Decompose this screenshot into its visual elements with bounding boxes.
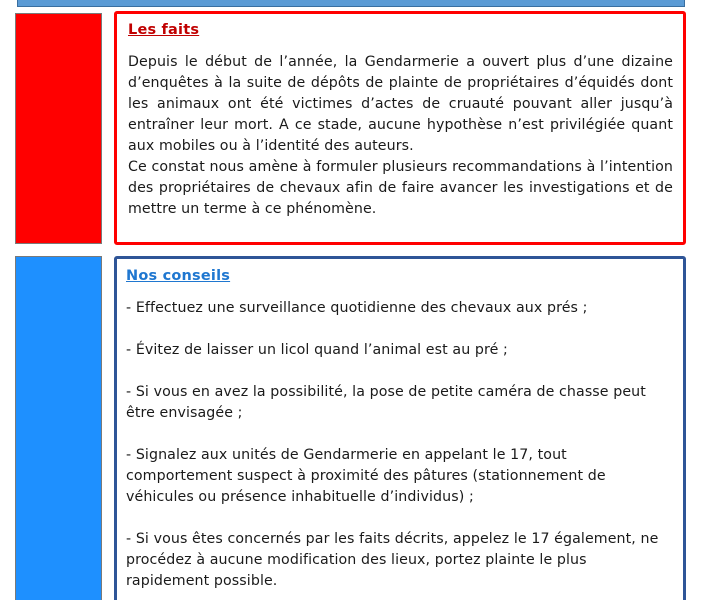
header-band [17, 0, 685, 7]
conseil-plainte: - Si vous êtes concernés par les faits décrits, appelez le 17 également, ne procédez à aucune modification des lieux, portez plainte le plus rapidement possible. [126, 531, 659, 589]
faits-color-block [15, 13, 102, 244]
conseils-title: Nos conseils [126, 268, 231, 284]
conseils-color-block [15, 256, 102, 600]
faits-paragraph-1: Depuis le début de l’année, la Gendarmerie a ouvert plus d’une dizaine d’enquêtes à la suite de dépôts de plainte de propriétaires d’équidés dont les animaux ont été victimes d’actes de cruauté pouvant aller jusqu’à entraîner leur mort. A ce stade, aucune hypothèse n’est privilégiée quant aux mobiles ou à l’identité des auteurs. [128, 54, 673, 154]
conseil-surveillance: - Effectuez une surveillance quotidienne des chevaux aux prés ; [126, 300, 588, 316]
conseil-signalement: - Signalez aux unités de Gendarmerie en appelant le 17, tout comportement suspect à proximité des pâtures (stationnement de véhicules ou présence inhabituelle d’individus) ; [126, 447, 606, 505]
conseils-panel [114, 256, 686, 600]
faits-paragraph-2: Ce constat nous amène à formuler plusieurs recommandations à l’intention des propriétaires de chevaux afin de faire avancer les investigations et de mettre un terme à ce phénomène. [128, 159, 673, 217]
conseil-camera: - Si vous en avez la possibilité, la pose de petite caméra de chasse peut être envisagée ; [126, 384, 646, 421]
faits-panel [114, 11, 686, 245]
conseils-list [126, 298, 673, 592]
conseil-licol: - Évitez de laisser un licol quand l’animal est au pré ; [126, 342, 508, 358]
faits-title: Les faits [128, 22, 200, 38]
